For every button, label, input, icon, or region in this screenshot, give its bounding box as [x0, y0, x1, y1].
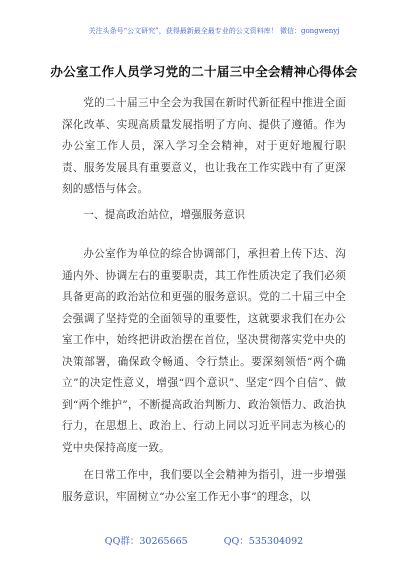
- paragraph-daily-work: [62, 465, 346, 508]
- footer-qq: QQ：535304092: [223, 536, 304, 547]
- paragraph-intro: [62, 93, 346, 201]
- section-heading-1: [62, 205, 346, 227]
- footer-qq-group: QQ群：30265665: [104, 536, 188, 547]
- section-1-heading-text: 一、提高政治站位，增强服务意识: [83, 209, 246, 221]
- paragraph-2-text: 办公室作为单位的综合协调部门，承担着上传下达、沟通内外、协调左右的重要职责，其工作性质决定了我们必须具备更高的政治站位和更强的服务意识。党的二十届三中全会强调了坚持党的全面领导的重要性，这就要求我们在办公室工作中，始终把讲政治摆在首位，坚决贯彻落实党中央的决策部署，确保政令畅通、令行禁止。要深刻领悟“两个确立”的决定性意义，增强“四个意识”、坚定“四个自信”、做到“两个维护”，不断提高政治判断力、政治领悟力、政治执行力，在思想上、政治上、行动上同以习近平同志为核心的党中央保持高度一致。: [62, 248, 346, 454]
- footer-contacts: [0, 533, 408, 547]
- paragraph-3-text: 在日常工作中，我们要以全会精神为指引，进一步增强服务意识，牢固树立“办公室工作无小事”的理念，以: [62, 469, 346, 503]
- document-title: 办公室工作人员学习党的二十届三中全会精神心得体会: [50, 64, 358, 79]
- paragraph-political-standing: [62, 244, 346, 459]
- paragraph-1-text: 党的二十届三中全会为我国在新时代新征程中推进全面深化改革、实现高质量发展指明了方向、提供了遵循。作为办公室工作人员，深入学习全会精神，对于更好地履行职责、服务发展具有重要意义，也让我在工作实践中有了更深刻的感悟与体会。: [62, 97, 346, 195]
- header-promo: 关注头条号“公文研究”，获得最新最全最专业的公文资料库！ 微信：gongwenyj: [88, 27, 340, 35]
